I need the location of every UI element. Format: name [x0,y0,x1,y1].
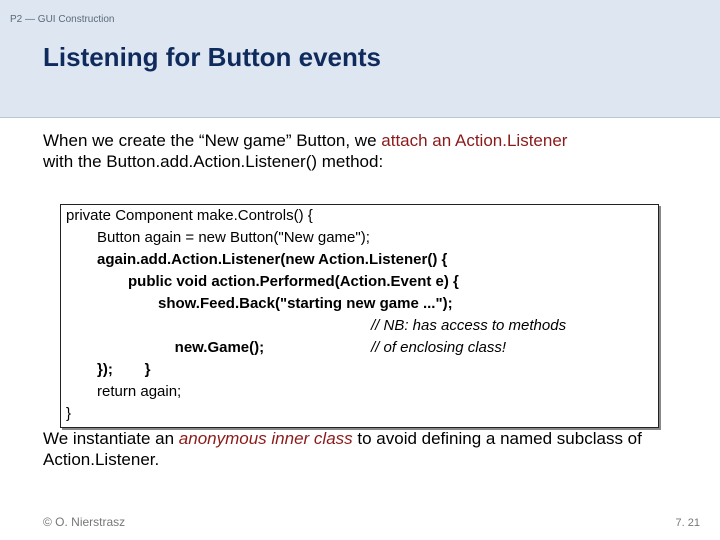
code-line-6-text: new.Game(); [174,339,265,356]
code-listing [66,205,567,425]
breadcrumb: P2 — GUI Construction [10,14,115,25]
code-line-3: again.add.Action.Listener(new Action.Listener() { [97,251,448,268]
page-number: 7. 21 [675,517,700,529]
summary-text-start: We instantiate an [43,429,179,448]
summary-text-end: to avoid defining a named subclass of Action.Listener. [43,429,642,469]
intro-text-start: When we create the “New game” Button, we [43,131,382,150]
code-line-1: private Component make.Controls() { [66,207,313,224]
summary-paragraph [43,428,703,470]
header-divider [0,117,720,118]
code-line-7-text: } [144,361,151,378]
intro-emphasis: attach an Action.Listener [381,131,568,150]
footer-author: © O. Nierstrasz [43,515,126,529]
code-line-4: public void action.Performed(Action.Event e) { [128,273,459,290]
code-line-2: Button again = new Button("New game"); [97,229,370,246]
code-comment-2: // of enclosing class! [371,339,507,356]
code-comment-1: // NB: has access to methods [371,317,567,334]
code-line-9: return again; [97,383,182,400]
code-line-5: show.Feed.Back("starting new game ..."); [158,295,453,312]
slide-title: Listening for Button events [43,42,381,72]
summary-emphasis: anonymous inner class [178,429,353,448]
intro-text-end: with the Button.add.Action.Listener() method: [43,152,384,171]
code-line-7 [66,337,507,378]
intro-paragraph [43,130,703,172]
code-line-10: } [66,405,72,422]
code-line-8: }); [97,361,113,378]
